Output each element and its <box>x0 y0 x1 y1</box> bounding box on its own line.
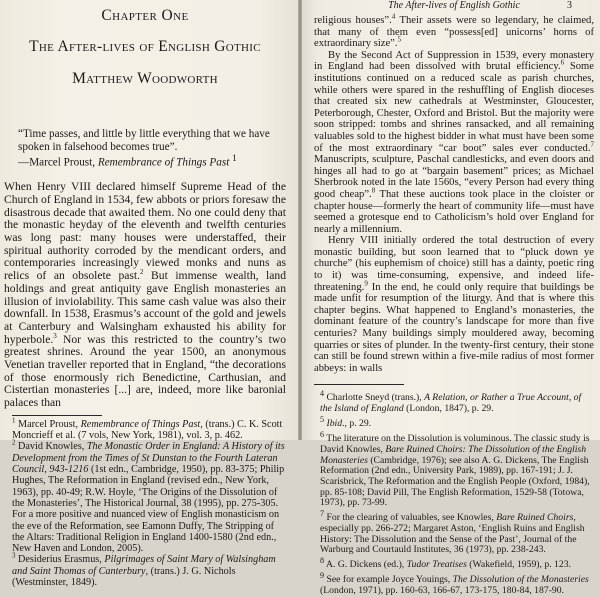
epigraph-attribution <box>18 153 280 169</box>
chapter-author: Matthew Woodworth <box>72 70 218 87</box>
footnotes-left <box>4 416 286 589</box>
footnote-title: The Dissolution of the Monasteries <box>452 574 589 586</box>
footnote-ref-3[interactable]: 3 <box>53 331 57 340</box>
footnote-ref-9[interactable]: 9 <box>364 279 368 288</box>
epigraph-quote: “Time passes, and little by little everything that we have spoken in falsehood becomes true”. <box>18 128 270 153</box>
body-text-segment: Nor was this restricted to the country’s two greatest shrines. Around the year 1500, an anonymous Venetian traveller reported that in England, “the decorations of those enormously rich Benedictine, Carthusian, and Cistertian monasteries [...] are, indeed, more like baronial palaces than <box>4 332 286 410</box>
footnote <box>4 441 286 554</box>
footnote-mark: 9 <box>320 571 325 581</box>
chapter-label: Chapter One <box>101 7 189 24</box>
footnote-text: (Wakefield, 1959), p. 123. <box>466 559 572 571</box>
footnote-text: Desiderius Erasmus, <box>18 554 105 566</box>
footnote-mark: 8 <box>320 556 325 566</box>
footnote-ref-6[interactable]: 6 <box>560 58 565 67</box>
footnote-text: The literature on the Dissolution is voluminous. The classic study is David Knowles, <box>320 433 590 455</box>
footnote-text: Charlotte Sneyd (trans.), <box>326 392 425 404</box>
footnote-ref-8[interactable]: 8 <box>371 186 376 195</box>
chapter-title: The After-lives of English Gothic <box>29 38 261 55</box>
footnote-ref-7[interactable]: 7 <box>590 140 594 148</box>
footnote-text: (Cambridge, 1976); see also A. G. Dickens, The English Reformation (2nd edn., University Park, 1989), pp. 167-191; J. J. Scarisbrick, The Reformation and the English People (Oxford, 1984), pp. 85-108; David Pill, The English Reformation, 1529-58 (Totowa, 1973), pp. 73-99. <box>320 454 590 509</box>
body-text-segment: That these auctions took place in the cloister or chapter house—formerly the heart of community life—must have seemed a grotesque end to Catholicism’s hold over England for nearly a millennium. <box>314 188 594 235</box>
footnote-ref-2[interactable]: 2 <box>140 268 144 277</box>
footnote-text: , especially pp. 266-272; Margaret Aston, ‘English Ruins and English History: The Dissolution and the Sense of the Past’, Journal of the Warburg and Courtauld Institutes, 36 (1973), pp. 238-243. <box>320 512 585 556</box>
footnote-ref-1[interactable]: 1 <box>232 154 237 164</box>
body-text-segment: In the end, he could only require that buildings be made unfit for resumption of the liturgy. And that is where this chapter begins. What happened to England’s monasteries, the dominant feature of the country’s landscape for more than five centuries? Many buildings simply mouldered away, becoming quarries or sites of plunder. In the twenty-first century, their stone can still be found strewn within a five-mile radius of most former abbeys: in walls <box>314 281 594 374</box>
epigraph-attribution-title: Remembrance of Things Past <box>97 156 230 169</box>
paragraph <box>314 12 594 50</box>
footnote <box>314 571 594 597</box>
epigraph-attribution-prefix: —Marcel Proust, <box>18 156 98 169</box>
footnote-ref-4[interactable]: 4 <box>391 12 396 21</box>
footnote-text: For the clearing of valuables, see Knowles, <box>326 512 497 524</box>
footnotes-right <box>314 389 594 596</box>
body-text-segment: Manuscripts, sculpture, Paschal candlesticks, and even doors and hinges all had to go at “bargain basement” prices; as Michael Sherbrook noted in the late 1560s, “every Person had every thing good cheap”. <box>314 154 594 200</box>
body-text-segment: But immense wealth, land holdings and great antiquity gave English monasteries an illusion of inviolability. This same cash value was also their downfall. In 1538, Erasmus’s account of the gold and jewels at Canterbury and Walsingham exhausted his ability for hyperbole. <box>4 269 287 346</box>
footnote <box>314 556 594 571</box>
footnote-mark: 1 <box>12 416 16 425</box>
footnote-title: Tudor Treatises <box>406 559 467 571</box>
footnote <box>314 415 594 430</box>
footnote <box>4 554 286 588</box>
footnote-text: David Knowles, <box>18 441 87 453</box>
footnote-ref-5[interactable]: 5 <box>397 35 402 44</box>
footnote-title: A Relation, or Rather a True Account, of the Island of England <box>320 392 582 415</box>
footnote-text: See for example Joyce Youings, <box>326 574 453 586</box>
footnote-text: (London, 1847), p. 29. <box>403 403 494 415</box>
footnote-text: ., p. 29. <box>342 418 372 430</box>
footnote-mark: 5 <box>320 415 325 425</box>
footnote-text: Marcel Proust, <box>18 418 81 430</box>
body-text-segment: When Henry VIII declared himself Supreme Head of the Church of England in 1534, few abbots or priors foresaw the disastrous decade that awaited them. No one could deny that the monastic heyday of the eleventh and twelfth centuries was long past: many houses were understaffed, their spiritual authority corroded by the mendicant orders, and contemporaries increasingly viewed monks and nuns as relics of an obsolete past. <box>4 180 286 283</box>
body-text-right <box>314 12 595 374</box>
footnote-mark: 7 <box>320 509 325 519</box>
footnote-text: , (trans.) C. K. Scott Moncrieff et al. (7 vols, New York, 1981), vol. 3, p. 462. <box>12 418 283 442</box>
body-text-segment: religious houses”. <box>314 15 392 26</box>
page-number: 3 <box>567 0 572 11</box>
body-text-segment: By the Second Act of Suppression in 1539, every monastery in England had been dissolved with brutal efficiency. <box>314 49 594 73</box>
page-header <box>314 0 594 12</box>
footnote-divider <box>314 384 404 385</box>
footnote-mark: 6 <box>320 429 325 439</box>
body-text-segment: Some institutions continued on a reduced scale as parish churches, while others were spared in the reshuffling of English dioceses that created six new cathedrals at Westminster, Gloucester, Peterborough, Chester, Oxford and Bristol. But the majority were soon stripped: tombs and shrines ransacked, and all remaining valuables sold to the highest bidder in what must have been some of the most extraordinary “car boot” sales ever conducted. <box>314 61 595 154</box>
footnote <box>314 430 594 509</box>
footnote-title: Ibid <box>326 418 343 430</box>
footnote <box>314 509 594 556</box>
running-head: The After-lives of English Gothic <box>388 0 520 11</box>
body-text-segment: Henry VIII initially ordered the total destruction of every monastic building, but soon learned that to “pluck down ye churche” (his euphemism of choice) still has a dainty, poetic ring to it) was time-consuming, expensive, and indeed life-threatening. <box>314 235 594 293</box>
footnote <box>314 389 594 415</box>
footnote-text: , (trans.) J. G. Nichols (Westminster, 1849). <box>12 565 236 589</box>
footnote-mark: 2 <box>12 439 16 448</box>
footnote-title: The Monastic Order in England: A History of its Development from the Times of St Dunstan to the Fourth Lateran Council, 943-1216 <box>12 441 285 476</box>
book-gutter <box>298 0 302 440</box>
footnote-mark: 4 <box>320 389 325 399</box>
paragraph <box>4 181 286 410</box>
footnote-title: Bare Ruined Choirs: The Dissolution of the English Monasteries <box>320 443 587 466</box>
footnote-title: Pilgrimages of Saint Mary of Walsingham and Saint Thomas of Canterbury <box>12 554 276 577</box>
footnote-title: Remembrance of Things Past <box>80 418 201 430</box>
footnote-divider <box>12 415 102 416</box>
epigraph <box>18 128 280 169</box>
footnote-mark: 3 <box>12 552 16 561</box>
paragraph <box>314 235 594 374</box>
footnote-title: Bare Ruined Choirs <box>496 512 574 524</box>
right-page <box>300 0 600 597</box>
footnote <box>4 416 286 442</box>
footnote-text: A. G. Dickens (ed.), <box>325 559 407 571</box>
footnote-text: (London, 1971), pp. 160-63, 166-67, 173-175, 180-84, 187-90. <box>320 585 565 597</box>
body-text-left <box>4 181 286 410</box>
body-text-segment: Their assets were so legendary, he claimed, that many of them even “possess[ed] unicorns’ horns of extraordinary size”. <box>314 15 594 50</box>
paragraph <box>314 50 594 236</box>
footnote-text: (1st edn., Cambridge, 1950), pp. 83-375; Philip Hughes, The Reformation in England (revised edn., New York, 1963), pp. 40-49; R.W. Hoyle, ‘The Origins of the Dissolution of the Monasteries’, The Historical Journal, 38 (1995), pp. 275-305. For a more positive and nuanced view of English monasticism on the eve of the Reformation, see Eamonn Duffy, The Stripping of the Altars: Traditional Religion in England 1400-1580 (2nd edn., New Haven and London, 2005). <box>12 464 285 555</box>
left-page <box>0 0 300 589</box>
